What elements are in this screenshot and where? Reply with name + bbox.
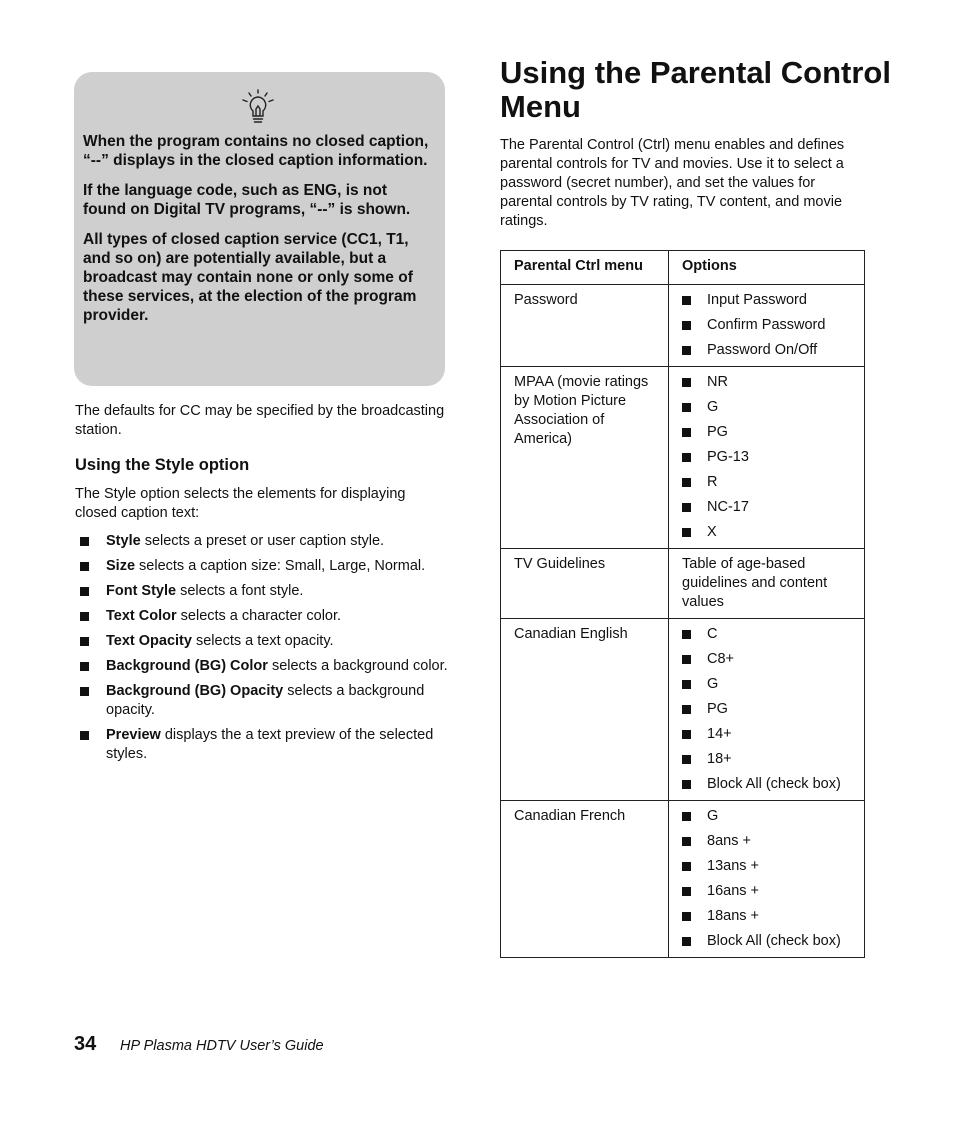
row-menu-cell: Canadian English xyxy=(501,619,669,801)
option-label: C8+ xyxy=(707,651,735,667)
row-menu-cell: MPAA (movie ratings by Motion Picture Association of America) xyxy=(501,367,669,549)
list-item xyxy=(682,423,854,448)
list-item-term: Background (BG) Color xyxy=(106,658,268,674)
list-item-desc: selects a background opacity. xyxy=(106,683,425,718)
option-label: G xyxy=(707,808,719,824)
square-bullet-icon xyxy=(682,912,691,921)
list-item xyxy=(682,341,854,360)
square-bullet-icon xyxy=(682,780,691,789)
square-bullet-icon xyxy=(80,687,89,696)
option-label: Confirm Password xyxy=(707,317,826,333)
option-label: NC-17 xyxy=(707,499,749,515)
parental-ctrl-table xyxy=(500,250,865,958)
options-list xyxy=(682,625,854,794)
row-menu-cell: TV Guidelines xyxy=(501,549,669,619)
list-item xyxy=(80,632,450,651)
option-label: PG xyxy=(707,424,728,440)
option-label: 13ans + xyxy=(707,858,760,874)
list-item xyxy=(682,807,854,832)
option-label: Block All (check box) xyxy=(707,933,841,949)
parental-control-intro: The Parental Control (Ctrl) menu enables and defines parental controls for TV and movies. Use it to select a password (secret number), and set the values for parental controls by TV rating, TV content, and movie ratings. xyxy=(500,137,845,229)
option-label: PG xyxy=(707,701,728,717)
lightbulb-icon xyxy=(238,88,278,128)
list-item xyxy=(80,532,450,551)
list-item-term: Background (BG) Opacity xyxy=(106,683,284,699)
list-item xyxy=(80,657,450,676)
list-item-term: Font Style xyxy=(106,583,177,599)
list-item xyxy=(682,316,854,341)
list-item-term: Text Color xyxy=(106,608,177,624)
tip-paragraph-3: All types of closed caption service (CC1, T1, and so on) are potentially available, but a broadcast may contain none or only some of these services, at the election of the program provider. xyxy=(83,231,417,324)
option-label: Password On/Off xyxy=(707,342,818,358)
option-label: PG-13 xyxy=(707,449,749,465)
options-list xyxy=(682,373,854,542)
square-bullet-icon xyxy=(80,537,89,546)
list-item xyxy=(682,882,854,907)
list-item xyxy=(682,473,854,498)
table-header-row xyxy=(501,251,865,285)
header-parental-ctrl-menu: Parental Ctrl menu xyxy=(501,251,669,285)
list-item-term: Style xyxy=(106,533,141,549)
square-bullet-icon xyxy=(682,887,691,896)
list-item xyxy=(80,582,450,601)
square-bullet-icon xyxy=(682,655,691,664)
row-menu-cell: Password xyxy=(501,285,669,367)
option-label: G xyxy=(707,399,719,415)
list-item xyxy=(682,650,854,675)
option-label: Block All (check box) xyxy=(707,776,841,792)
square-bullet-icon xyxy=(682,403,691,412)
table-row xyxy=(501,549,865,619)
list-item xyxy=(682,448,854,473)
option-label: NR xyxy=(707,374,728,390)
list-item xyxy=(682,775,854,794)
square-bullet-icon xyxy=(682,837,691,846)
option-label: 16ans + xyxy=(707,883,760,899)
list-item-desc: selects a background color. xyxy=(267,658,448,674)
list-item-term: Size xyxy=(106,558,136,574)
list-item xyxy=(80,682,450,720)
option-label: R xyxy=(707,474,718,490)
square-bullet-icon xyxy=(682,680,691,689)
list-item-desc: selects a caption size: Small, Large, Normal. xyxy=(135,558,426,574)
list-item xyxy=(682,725,854,750)
list-item xyxy=(682,932,854,951)
list-item-term: Text Opacity xyxy=(106,633,192,649)
list-item xyxy=(682,625,854,650)
square-bullet-icon xyxy=(682,755,691,764)
option-label: X xyxy=(707,524,717,540)
list-item xyxy=(80,607,450,626)
square-bullet-icon xyxy=(682,862,691,871)
style-option-heading: Using the Style option xyxy=(75,456,250,474)
square-bullet-icon xyxy=(682,503,691,512)
list-item xyxy=(682,700,854,725)
list-item xyxy=(682,857,854,882)
list-item xyxy=(682,291,854,316)
options-list xyxy=(682,807,854,951)
row-options-cell xyxy=(669,367,865,549)
option-label: 8ans + xyxy=(707,833,751,849)
square-bullet-icon xyxy=(682,453,691,462)
square-bullet-icon xyxy=(682,937,691,946)
table-row xyxy=(501,367,865,549)
square-bullet-icon xyxy=(682,428,691,437)
list-item-desc: selects a character color. xyxy=(176,608,342,624)
cc-defaults-text: The defaults for CC may be specified by the broadcasting station. xyxy=(75,403,445,438)
square-bullet-icon xyxy=(80,562,89,571)
list-item xyxy=(682,398,854,423)
square-bullet-icon xyxy=(80,587,89,596)
page-number: 34 xyxy=(74,1033,97,1055)
square-bullet-icon xyxy=(682,630,691,639)
option-label: 18ans + xyxy=(707,908,760,924)
list-item xyxy=(682,907,854,932)
square-bullet-icon xyxy=(682,528,691,537)
square-bullet-icon xyxy=(80,637,89,646)
style-option-list xyxy=(80,532,450,770)
square-bullet-icon xyxy=(682,730,691,739)
list-item-desc: selects a text opacity. xyxy=(191,633,334,649)
square-bullet-icon xyxy=(682,346,691,355)
option-label: 14+ xyxy=(707,726,732,742)
list-item-desc: displays the a text preview of the selected styles. xyxy=(106,727,434,762)
list-item xyxy=(682,373,854,398)
list-item-term: Preview xyxy=(106,727,161,743)
list-item xyxy=(80,557,450,576)
header-options: Options xyxy=(669,251,865,285)
option-label: Input Password xyxy=(707,292,807,308)
page-title: Using the Parental Control Menu xyxy=(500,55,891,124)
table-row xyxy=(501,619,865,801)
table-row xyxy=(501,285,865,367)
square-bullet-icon xyxy=(682,296,691,305)
list-item xyxy=(682,750,854,775)
options-list xyxy=(682,291,854,360)
square-bullet-icon xyxy=(682,321,691,330)
square-bullet-icon xyxy=(682,478,691,487)
tip-paragraph-1: When the program contains no closed caption, “--” displays in the closed caption information. xyxy=(83,133,429,169)
list-item-desc: selects a preset or user caption style. xyxy=(140,533,385,549)
square-bullet-icon xyxy=(80,612,89,621)
option-label: C xyxy=(707,626,718,642)
row-options-cell xyxy=(669,801,865,958)
row-options-cell: Table of age-based guidelines and content values xyxy=(669,549,865,619)
table-row xyxy=(501,801,865,958)
square-bullet-icon xyxy=(682,705,691,714)
tip-paragraph-2: If the language code, such as ENG, is not found on Digital TV programs, “--” is shown. xyxy=(83,182,411,218)
square-bullet-icon xyxy=(80,731,89,740)
list-item xyxy=(682,832,854,857)
option-label: 18+ xyxy=(707,751,732,767)
guide-title: HP Plasma HDTV User’s Guide xyxy=(120,1038,324,1054)
row-menu-cell: Canadian French xyxy=(501,801,669,958)
list-item xyxy=(682,523,854,542)
style-option-intro: The Style option selects the elements for displaying closed caption text: xyxy=(75,486,406,521)
tip-box xyxy=(74,72,445,386)
list-item xyxy=(682,675,854,700)
square-bullet-icon xyxy=(80,662,89,671)
square-bullet-icon xyxy=(682,812,691,821)
square-bullet-icon xyxy=(682,378,691,387)
list-item-desc: selects a font style. xyxy=(176,583,304,599)
option-label: G xyxy=(707,676,719,692)
row-options-cell xyxy=(669,619,865,801)
row-options-cell xyxy=(669,285,865,367)
list-item xyxy=(682,498,854,523)
list-item xyxy=(80,726,450,764)
